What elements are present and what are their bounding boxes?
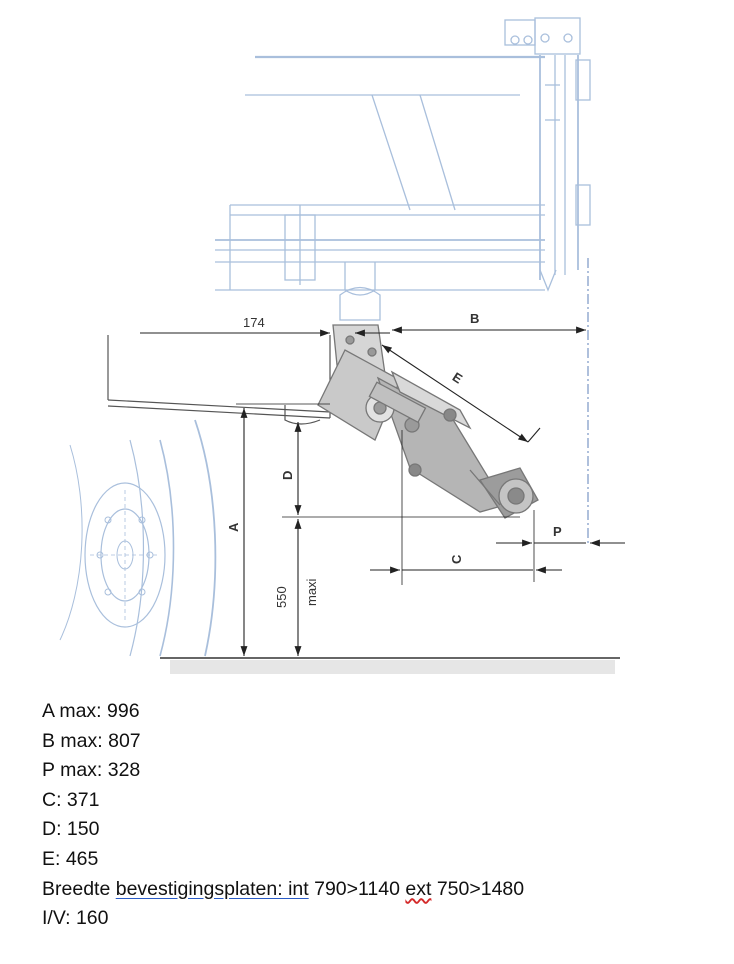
spec-width-mid: 790>1140 xyxy=(308,877,406,900)
spec-width-suffix: 750>1480 xyxy=(431,877,525,900)
dim-label-p: P xyxy=(553,524,562,539)
spec-mounting-width xyxy=(42,875,524,905)
dim-label-b: B xyxy=(470,311,480,326)
spec-b-max: B max: 807 xyxy=(42,729,141,752)
spec-e: E: 465 xyxy=(42,847,99,870)
spec-width-underlined: bevestigingsplaten: int xyxy=(115,877,309,900)
dim-label-550: 550 xyxy=(274,586,289,608)
spec-width-prefix: Breedte xyxy=(42,877,116,900)
dim-label-maxi: maxi xyxy=(304,578,319,606)
dim-label-174: 174 xyxy=(243,315,265,330)
spec-a-max: A max: 996 xyxy=(42,700,140,722)
spec-d: D: 150 xyxy=(42,818,100,841)
spec-list xyxy=(42,697,524,934)
spec-c: C: 371 xyxy=(42,788,100,811)
spec-p-max: P max: 328 xyxy=(42,759,141,782)
ground-line xyxy=(160,658,620,674)
spec-width-ext: ext xyxy=(405,877,432,900)
dim-label-e: E xyxy=(449,369,466,387)
dim-label-a: A xyxy=(226,522,241,532)
dim-label-c: C xyxy=(449,554,464,564)
wheel-drawing xyxy=(60,420,215,656)
side-skirt-drawing xyxy=(108,335,330,424)
spec-iv: I/V: 160 xyxy=(42,907,109,930)
support-leg-mechanism xyxy=(318,325,538,518)
dim-label-d: D xyxy=(280,470,295,480)
